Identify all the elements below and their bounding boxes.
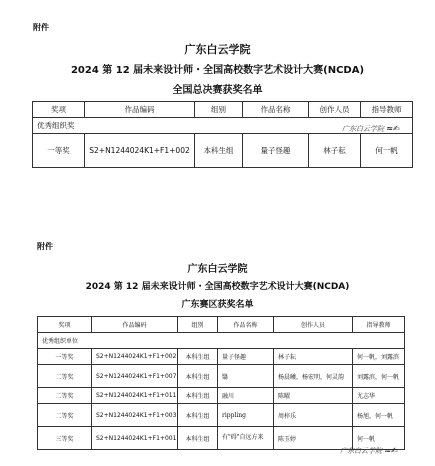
title-event: 2024 第 12 届未来设计师・全国高校数字艺术设计大赛(NCDA) — [70, 65, 365, 76]
signature-stamp — [342, 124, 400, 134]
cell-code: S2+N1244024K1+F1+002 — [92, 349, 178, 365]
section-row — [38, 333, 405, 349]
cell-code: S2+N1244024K1+F1+011 — [92, 388, 178, 404]
cell-advisor: 尤志华 — [353, 388, 405, 404]
table-row — [33, 134, 413, 168]
title-event: 2024 第 12 届未来设计师・全国高校数字艺术设计大赛(NCDA) — [85, 282, 350, 292]
table-row — [38, 365, 405, 388]
handwritten-signature-icon: ≈✍ — [384, 446, 398, 455]
header-work-name: 作品名称 — [243, 102, 309, 118]
title-organization: 广东白云学院 — [187, 264, 248, 275]
handwritten-signature-icon: ≈✍ — [386, 124, 400, 133]
signature-org: 广东白云学院 — [342, 125, 384, 133]
header-creator: 创作人员 — [274, 317, 353, 333]
cell-award: 二等奖 — [38, 388, 92, 404]
cell-group: 本科生组 — [178, 404, 218, 427]
header-advisor: 指导教师 — [353, 317, 405, 333]
signature-org: 广东白云学院 — [340, 447, 382, 455]
cell-work-name: rippling — [218, 404, 274, 427]
cell-group: 本科生组 — [178, 427, 218, 450]
table-row — [38, 388, 405, 404]
section-label: 优秀组织奖 — [33, 118, 413, 134]
cell-advisor: 刘露滨，何一帆 — [353, 365, 405, 388]
header-group: 组别 — [195, 102, 243, 118]
cell-code: S2+N1244024K1+F1+001 — [92, 427, 178, 450]
cell-creator: 林子耘 — [274, 349, 353, 365]
cell-award: 二等奖 — [38, 365, 92, 388]
cell-award: 三等奖 — [38, 427, 92, 450]
section-label: 优秀组织单位 — [38, 333, 405, 349]
cell-group: 本科生组 — [178, 349, 218, 365]
cell-work-name: 融川 — [218, 388, 274, 404]
header-work-name: 作品名称 — [218, 317, 274, 333]
cell-award: 一等奖 — [33, 134, 85, 168]
header-award: 奖项 — [33, 102, 85, 118]
cell-group: 本科生组 — [178, 365, 218, 388]
cell-code: S2+N1244024K1+F1+003 — [92, 404, 178, 427]
table-header-row — [38, 317, 405, 333]
signature-stamp — [340, 446, 398, 456]
table-row — [38, 404, 405, 427]
cell-work-name: 有"碍"自远方来 — [218, 427, 274, 450]
header-code: 作品编码 — [85, 102, 195, 118]
cell-code: S2+N1244024K1+F1+007 — [92, 365, 178, 388]
award-table-guangdong — [37, 316, 405, 450]
cell-work-name: 翳 — [218, 365, 274, 388]
header-group: 组别 — [178, 317, 218, 333]
cell-creator: 陈玉婷 — [274, 427, 353, 450]
cell-creator: 杨晨曦，杨宏明，何灵韵 — [274, 365, 353, 388]
cell-work-name: 量子怪趣 — [243, 134, 309, 168]
cell-code: S2+N1244024K1+F1+002 — [85, 134, 195, 168]
cell-group: 本科生组 — [178, 388, 218, 404]
title-list: 广东赛区获奖名单 — [181, 300, 254, 310]
cell-advisor: 何一帆 — [353, 427, 405, 450]
table-header-row — [33, 102, 413, 118]
cell-creator: 林子耘 — [309, 134, 361, 168]
cell-advisor: 杨旭，何一帆 — [353, 404, 405, 427]
header-code: 作品编码 — [92, 317, 178, 333]
cell-creator: 陈曜 — [274, 388, 353, 404]
title-organization: 广东白云学院 — [184, 43, 251, 56]
annex-label: 附件 — [33, 23, 49, 32]
cell-group: 本科生组 — [195, 134, 243, 168]
header-award: 奖项 — [38, 317, 92, 333]
title-list: 全国总决赛获奖名单 — [172, 85, 263, 96]
cell-work-name: 量子怪趣 — [218, 349, 274, 365]
table-row — [38, 349, 405, 365]
cell-advisor: 何一帆，刘露滨 — [353, 349, 405, 365]
annex-label: 附件 — [37, 242, 53, 251]
header-creator: 创作人员 — [309, 102, 361, 118]
cell-advisor: 何一帆 — [361, 134, 413, 168]
award-table-national — [32, 101, 413, 168]
cell-award: 二等奖 — [38, 404, 92, 427]
header-advisor: 指导教师 — [361, 102, 413, 118]
cell-creator: 周梓乐 — [274, 404, 353, 427]
cell-award: 一等奖 — [38, 349, 92, 365]
